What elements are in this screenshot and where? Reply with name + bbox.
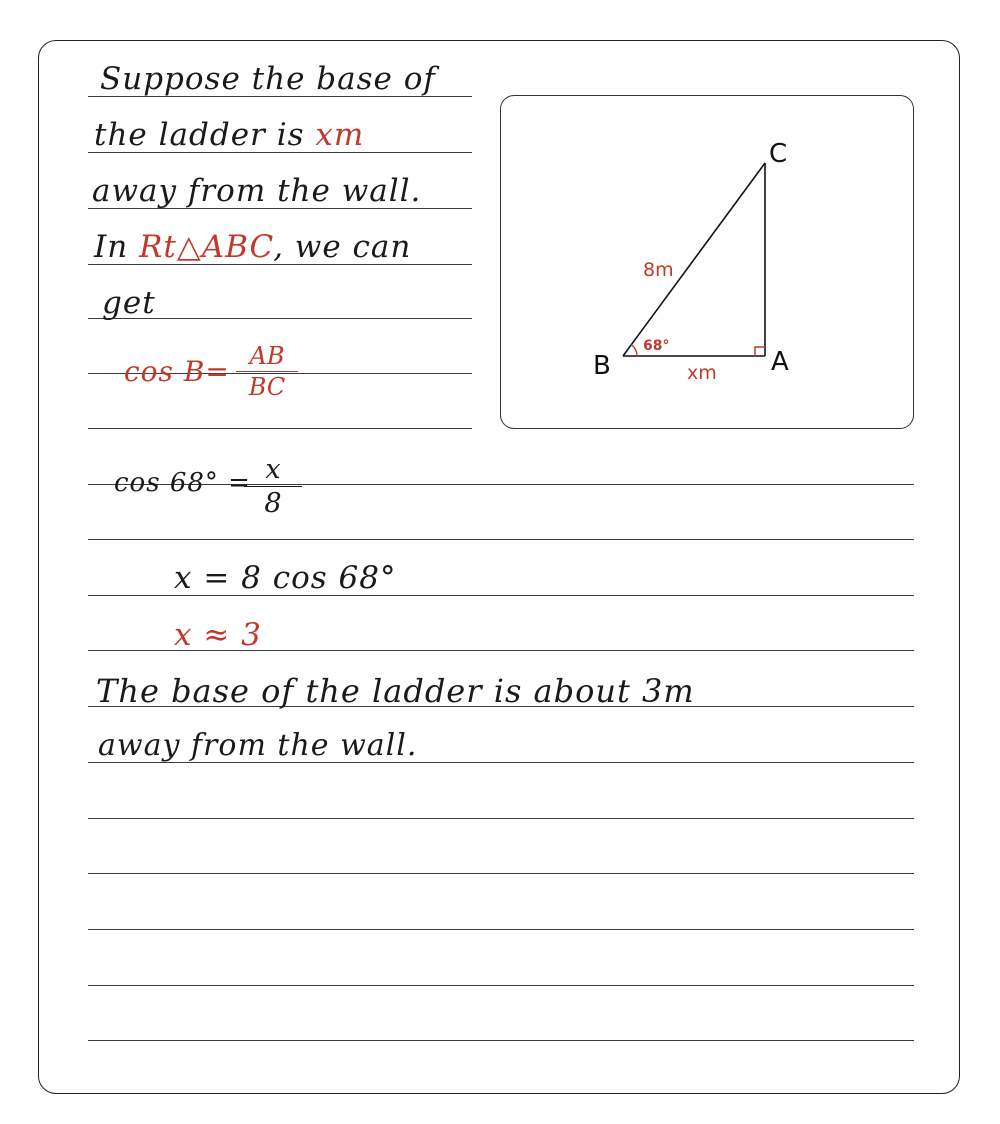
cos-b-numerator: AB	[249, 342, 285, 370]
variable-xm: xm	[315, 117, 365, 153]
fraction-bar	[244, 486, 302, 487]
vertex-c-label: C	[769, 139, 788, 169]
cos-b-lhs: cos B=	[124, 355, 230, 388]
cos-68-numerator: x	[265, 454, 281, 485]
cos-b-fraction	[236, 344, 298, 399]
text-line-1: Suppose the base of	[100, 61, 436, 97]
fraction-bar	[236, 371, 298, 372]
vertex-a-label: A	[771, 347, 789, 377]
cos-68-denominator: 8	[264, 488, 282, 519]
text-line-4-post: , we can	[273, 229, 412, 265]
ruled-line	[88, 539, 914, 540]
ruled-line	[88, 985, 914, 986]
text-line-5: get	[102, 285, 156, 321]
ruled-line	[88, 873, 914, 874]
text-line-4	[94, 229, 412, 265]
cos-68-lhs: cos 68° =	[114, 468, 251, 498]
equation-approx: x ≈ 3	[174, 617, 262, 653]
ruled-line	[88, 428, 472, 429]
right-angle-mark	[755, 347, 765, 356]
hypotenuse-label: 8m	[643, 259, 674, 281]
angle-label: 68°	[643, 338, 670, 354]
triangle-svg	[501, 96, 915, 430]
conclusion-line-1: The base of the ladder is about 3m	[96, 672, 695, 710]
angle-arc	[631, 345, 637, 356]
text-line-2-pre: the ladder is	[94, 117, 316, 153]
ruled-line	[88, 818, 914, 819]
conclusion-line-2: away from the wall.	[98, 728, 418, 763]
triangle-figure	[500, 95, 914, 429]
triangle-name: Rt△ABC	[139, 229, 274, 265]
ruled-line	[88, 1040, 914, 1041]
equation-x: x = 8 cos 68°	[174, 560, 397, 596]
text-line-4-pre: In	[94, 229, 140, 265]
cos-b-denominator: BC	[248, 373, 286, 401]
text-line-3: away from the wall.	[92, 173, 422, 209]
ruled-line	[88, 929, 914, 930]
text-line-2	[94, 117, 365, 153]
cos-68-fraction	[244, 456, 302, 517]
vertex-b-label: B	[593, 351, 611, 381]
base-label: xm	[687, 362, 717, 384]
